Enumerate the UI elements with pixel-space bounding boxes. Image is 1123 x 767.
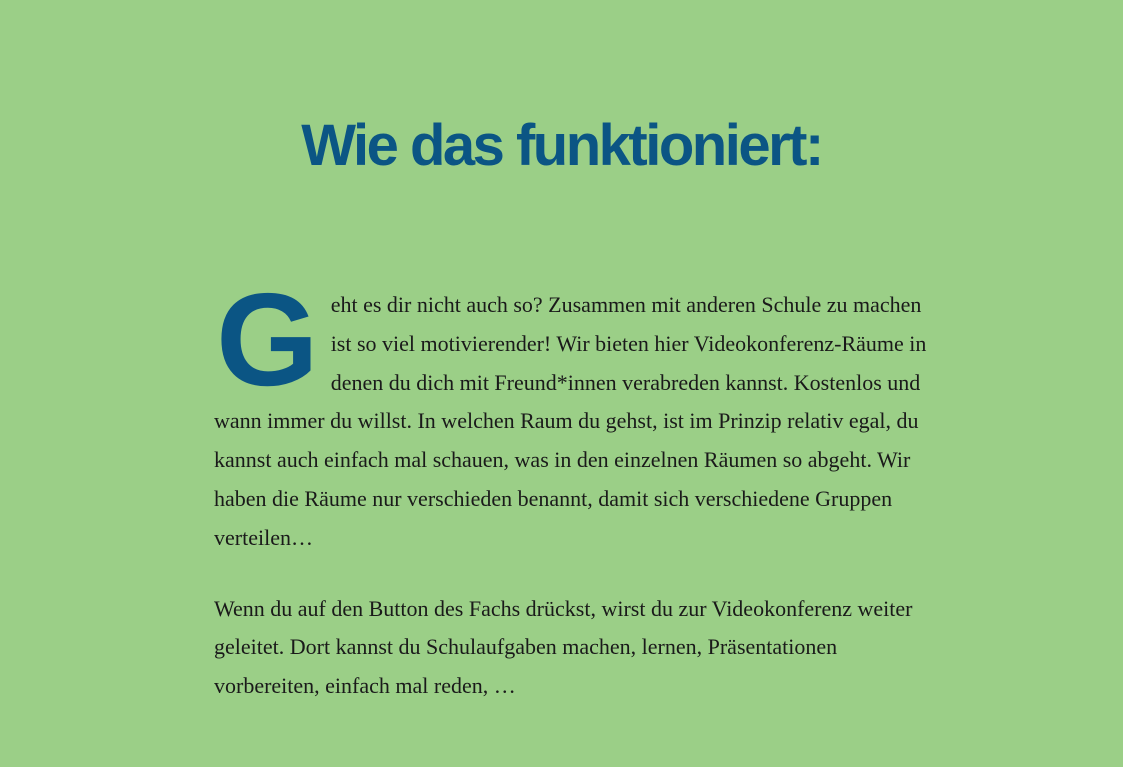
drop-cap: G: [216, 266, 315, 413]
intro-paragraph: [214, 266, 942, 558]
second-paragraph: Wenn du auf den Button des Fachs drückst, wirst du zur Videokonferenz weiter geleitet. Dort kannst du Schulaufgaben machen, lernen, Präsentationen vorbereiten, einfach mal reden, …: [214, 595, 913, 699]
intro-text: eht es dir nicht auch so? Zusammen mit anderen Schule zu machen ist so viel motivierender! Wir bieten hier Videokonferenz-Räume in denen du dich mit Freund*innen verabreden kannst. Kostenlos und wann immer du willst. In welchen Raum du gehst, ist im Prinzip relativ egal, du kannst auch einfach mal schauen, was in den einzelnen Räumen so abgeht. Wir haben die Räume nur verschieden benannt, damit sich verschiedene Gruppen verteilen…: [214, 292, 927, 550]
section-title: Wie das funktioniert:: [301, 113, 822, 178]
content-body: [214, 266, 942, 706]
